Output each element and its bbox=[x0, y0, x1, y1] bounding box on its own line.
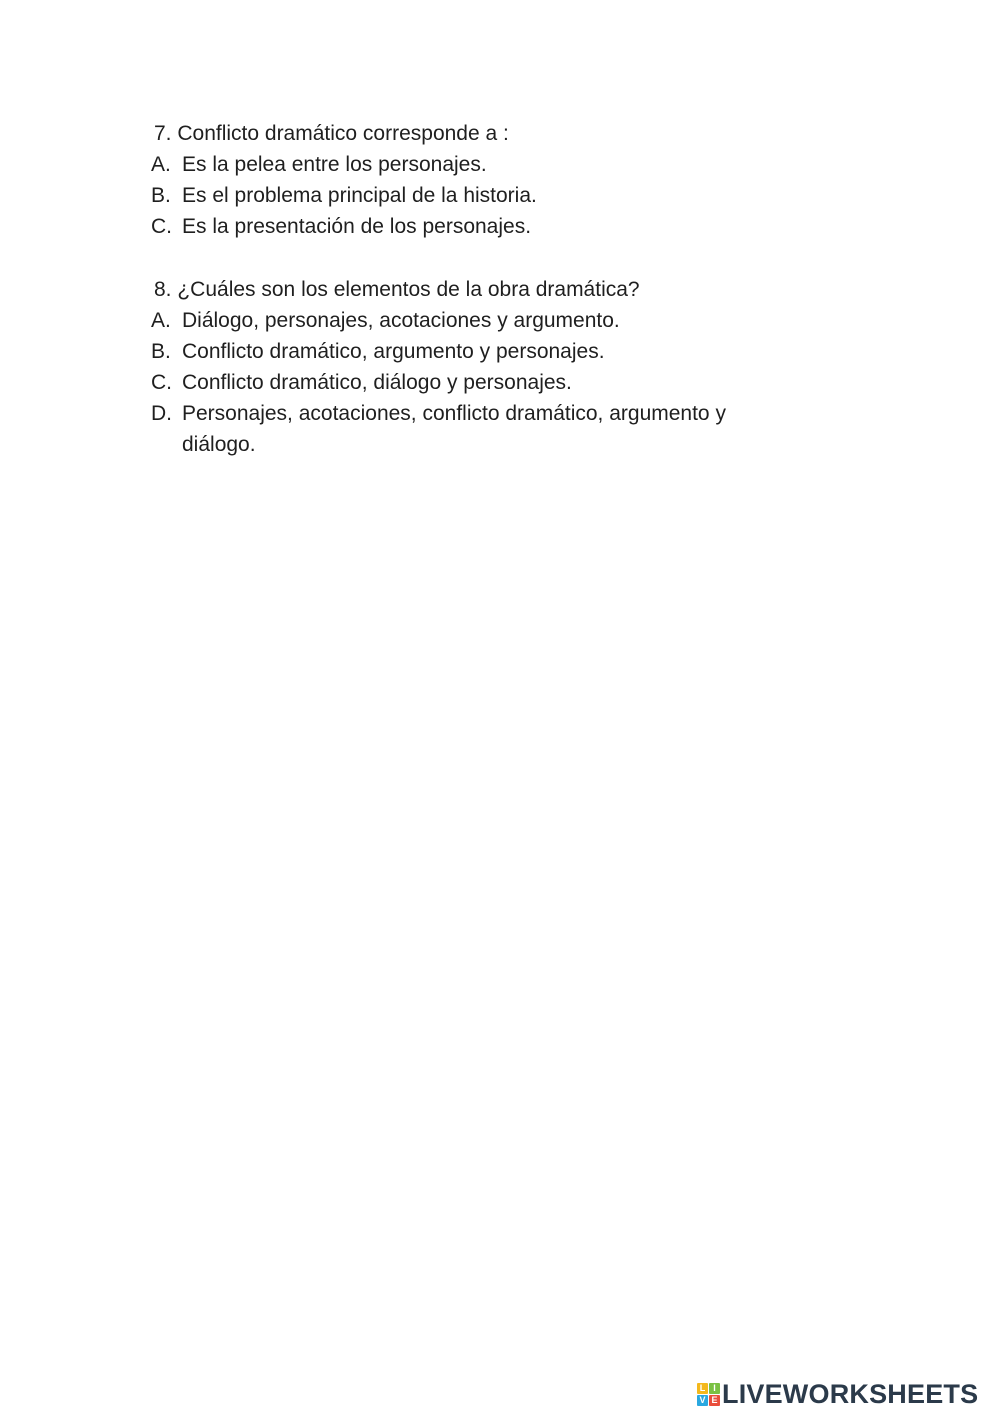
question-8-option-c[interactable] bbox=[0, 367, 1000, 398]
question-7-option-a[interactable] bbox=[0, 149, 1000, 180]
option-text: Es la presentación de los personajes. bbox=[182, 215, 532, 238]
option-letter: C. bbox=[151, 215, 172, 238]
option-letter: B. bbox=[151, 340, 171, 363]
logo-cell-i: I bbox=[709, 1383, 720, 1394]
option-text: Conflicto dramático, diálogo y personajes. bbox=[182, 371, 572, 394]
option-text: Diálogo, personajes, acotaciones y argumento. bbox=[182, 309, 620, 332]
logo-mark-icon bbox=[697, 1383, 720, 1406]
question-7-text: 7. Conflicto dramático corresponde a : bbox=[154, 122, 509, 145]
option-letter: A. bbox=[151, 309, 171, 332]
question-8 bbox=[0, 274, 1000, 460]
option-letter: A. bbox=[151, 153, 171, 176]
option-text: Personajes, acotaciones, conflicto dramático, argumento y diálogo. bbox=[182, 402, 726, 456]
option-text: Es el problema principal de la historia. bbox=[182, 184, 537, 207]
option-letter: D. bbox=[151, 402, 172, 425]
logo-cell-v: V bbox=[697, 1395, 708, 1406]
question-8-option-b[interactable] bbox=[0, 336, 1000, 367]
logo-cell-e: E bbox=[709, 1395, 720, 1406]
question-7-option-c[interactable] bbox=[0, 211, 1000, 242]
question-8-text: 8. ¿Cuáles son los elementos de la obra dramática? bbox=[154, 278, 640, 301]
option-letter: B. bbox=[151, 184, 171, 207]
question-8-option-d[interactable] bbox=[0, 398, 1000, 460]
option-text: Conflicto dramático, argumento y personajes. bbox=[182, 340, 605, 363]
question-7 bbox=[0, 118, 1000, 242]
question-7-option-b[interactable] bbox=[0, 180, 1000, 211]
question-8-option-a[interactable] bbox=[0, 305, 1000, 336]
logo-text: LIVEWORKSHEETS bbox=[722, 1378, 979, 1409]
option-text: Es la pelea entre los personajes. bbox=[182, 153, 487, 176]
option-letter: C. bbox=[151, 371, 172, 394]
liveworksheets-logo bbox=[697, 1378, 978, 1410]
logo-cell-l: L bbox=[697, 1383, 708, 1394]
